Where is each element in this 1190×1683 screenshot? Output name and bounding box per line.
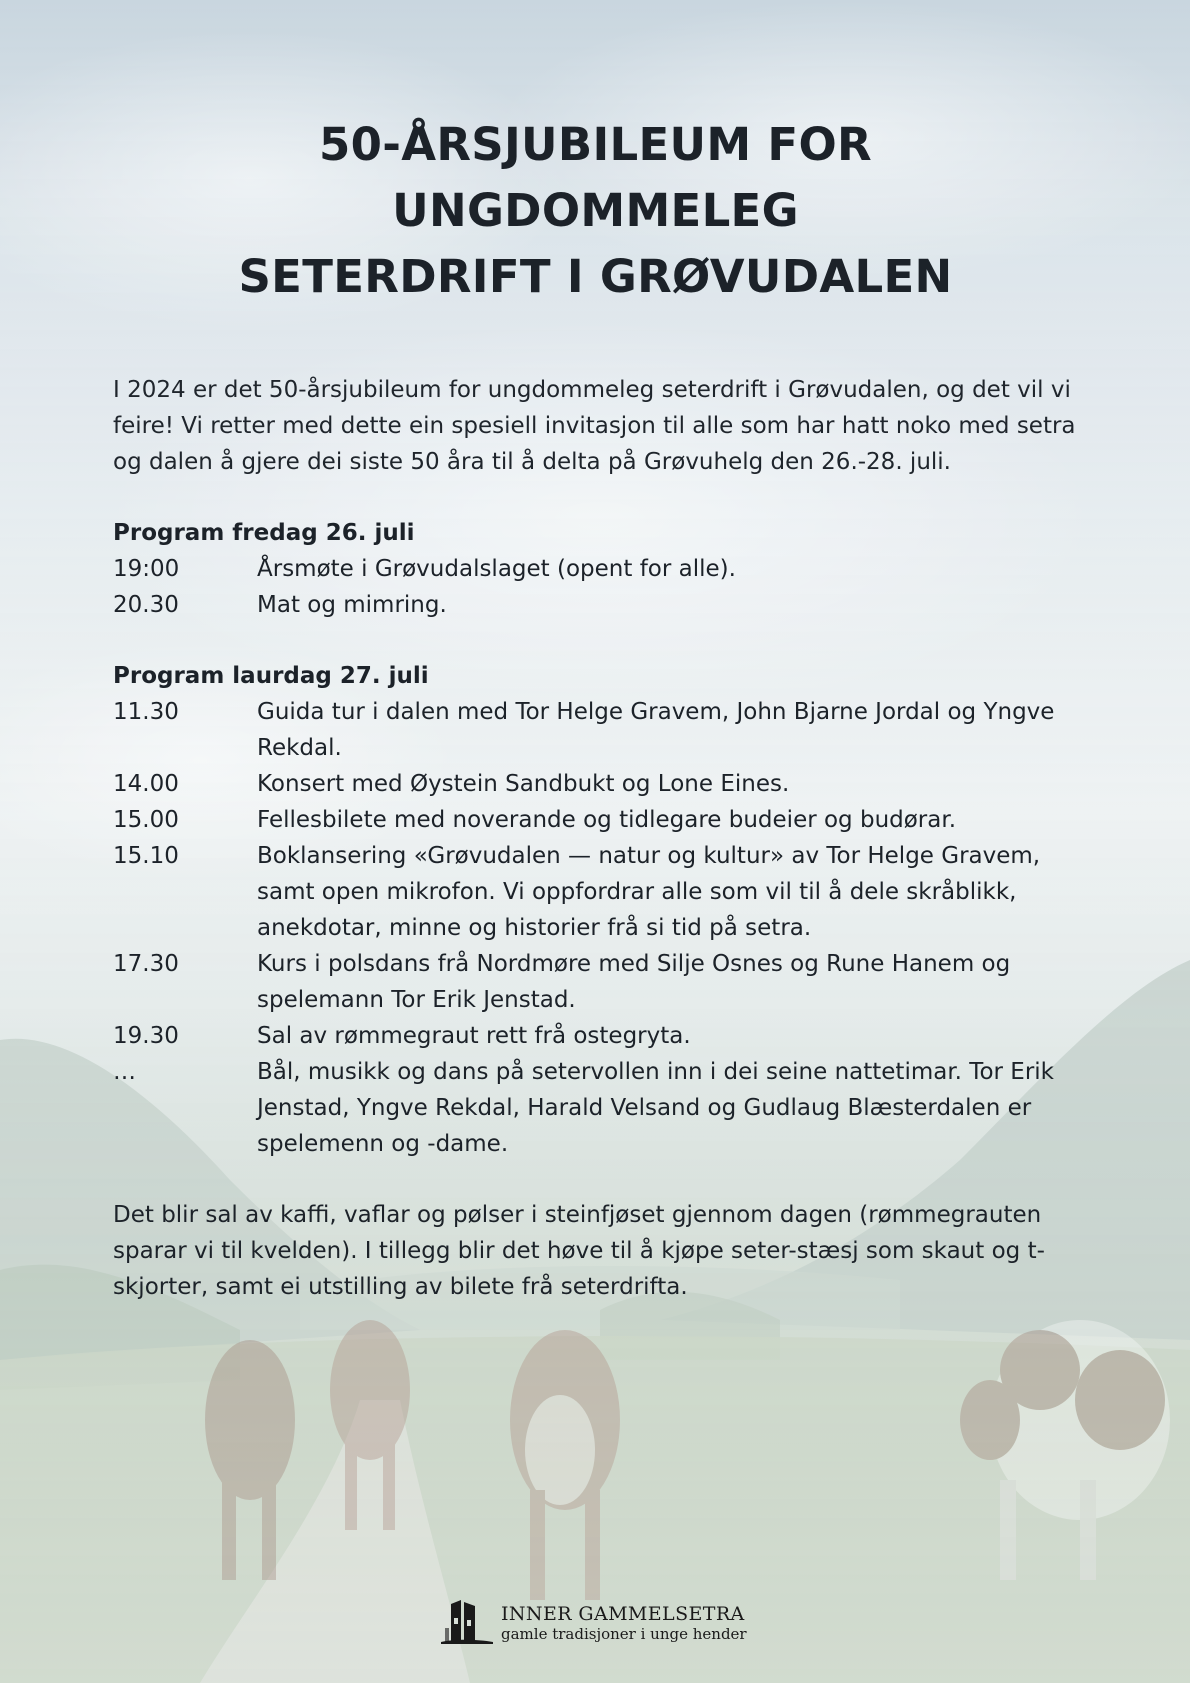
schedule-time: 14.00 bbox=[113, 771, 179, 797]
schedule-row bbox=[113, 1018, 1078, 1054]
logo-name: INNER GAMMELSETRA bbox=[501, 1603, 745, 1625]
intro-paragraph: I 2024 er det 50-årsjubileum for ungdommeleg seterdrift i Grøvudalen, og det vil vi feire! Vi retter med dette ein spesiell invitasjon til alle som har hatt noko med setra og dalen å gjere dei siste 50 åra til å delta på Grøvuhelg den 26.-28. juli. bbox=[113, 377, 1076, 475]
closing-paragraph: Det blir sal av kaffi, vaflar og pølser i steinfjøset gjennom dagen (rømmegrauten sparar vi til kvelden). I tillegg blir det høve til å kjøpe seter-stæsj som skaut og t-skjorter, samt ei utstilling av bilete frå seterdrifta. bbox=[113, 1202, 1045, 1300]
schedule-text: Guida tur i dalen med Tor Helge Gravem, John Bjarne Jordal og Yngve Rekdal. bbox=[257, 699, 1055, 761]
schedule-text: Bål, musikk og dans på setervollen inn i dei seine nattetimar. Tor Erik Jenstad, Yngve Rekdal, Harald Velsand og Gudlaug Blæsterdalen er spelemenn og -dame. bbox=[257, 1059, 1054, 1157]
schedule-text: Årsmøte i Grøvudalslaget (opent for alle). bbox=[257, 556, 736, 582]
schedule-time: … bbox=[113, 1059, 136, 1085]
page-title bbox=[113, 112, 1078, 310]
schedule-time: 15.00 bbox=[113, 807, 179, 833]
schedule-time: 15.10 bbox=[113, 843, 179, 869]
program-friday bbox=[113, 515, 1078, 623]
logo-text bbox=[501, 1603, 747, 1643]
schedule-time: 20.30 bbox=[113, 592, 179, 618]
schedule-text: Kurs i polsdans frå Nordmøre med Silje Osnes og Rune Hanem og spelemann Tor Erik Jenstad. bbox=[257, 951, 1011, 1013]
schedule-row bbox=[113, 766, 1078, 802]
schedule-time: 19.30 bbox=[113, 1023, 179, 1049]
schedule-time: 17.30 bbox=[113, 951, 179, 977]
schedule-row bbox=[113, 802, 1078, 838]
schedule-time: 11.30 bbox=[113, 699, 179, 725]
schedule-row bbox=[113, 551, 1078, 587]
building-icon bbox=[437, 1598, 497, 1648]
logo-tagline: gamle tradisjoner i unge hender bbox=[501, 1625, 747, 1643]
poster-content bbox=[113, 112, 1078, 1305]
schedule-text: Boklansering «Grøvudalen — natur og kultur» av Tor Helge Gravem, samt open mikrofon. Vi oppfordrar alle som vil til å dele skråblikk, anekdotar, minne og historier frå si tid på setra. bbox=[257, 843, 1041, 941]
schedule-row bbox=[113, 946, 1078, 1018]
program-heading: Program fredag 26. juli bbox=[113, 520, 415, 546]
schedule-row bbox=[113, 694, 1078, 766]
logo bbox=[437, 1598, 747, 1648]
schedule-text: Sal av rømmegraut rett frå ostegryta. bbox=[257, 1023, 691, 1049]
schedule-text: Fellesbilete med noverande og tidlegare budeier og budørar. bbox=[257, 807, 957, 833]
schedule-row bbox=[113, 838, 1078, 946]
program-heading: Program laurdag 27. juli bbox=[113, 663, 429, 689]
title-line-2: SETERDRIFT I GRØVUDALEN bbox=[238, 250, 953, 303]
title-line-1: 50-ÅRSJUBILEUM FOR UNGDOMMELEG bbox=[319, 118, 872, 237]
schedule-time: 19:00 bbox=[113, 556, 180, 582]
schedule-text: Mat og mimring. bbox=[257, 592, 447, 618]
program-saturday bbox=[113, 658, 1078, 1162]
schedule-row bbox=[113, 587, 1078, 623]
schedule-text: Konsert med Øystein Sandbukt og Lone Eines. bbox=[257, 771, 790, 797]
schedule-row bbox=[113, 1054, 1078, 1162]
